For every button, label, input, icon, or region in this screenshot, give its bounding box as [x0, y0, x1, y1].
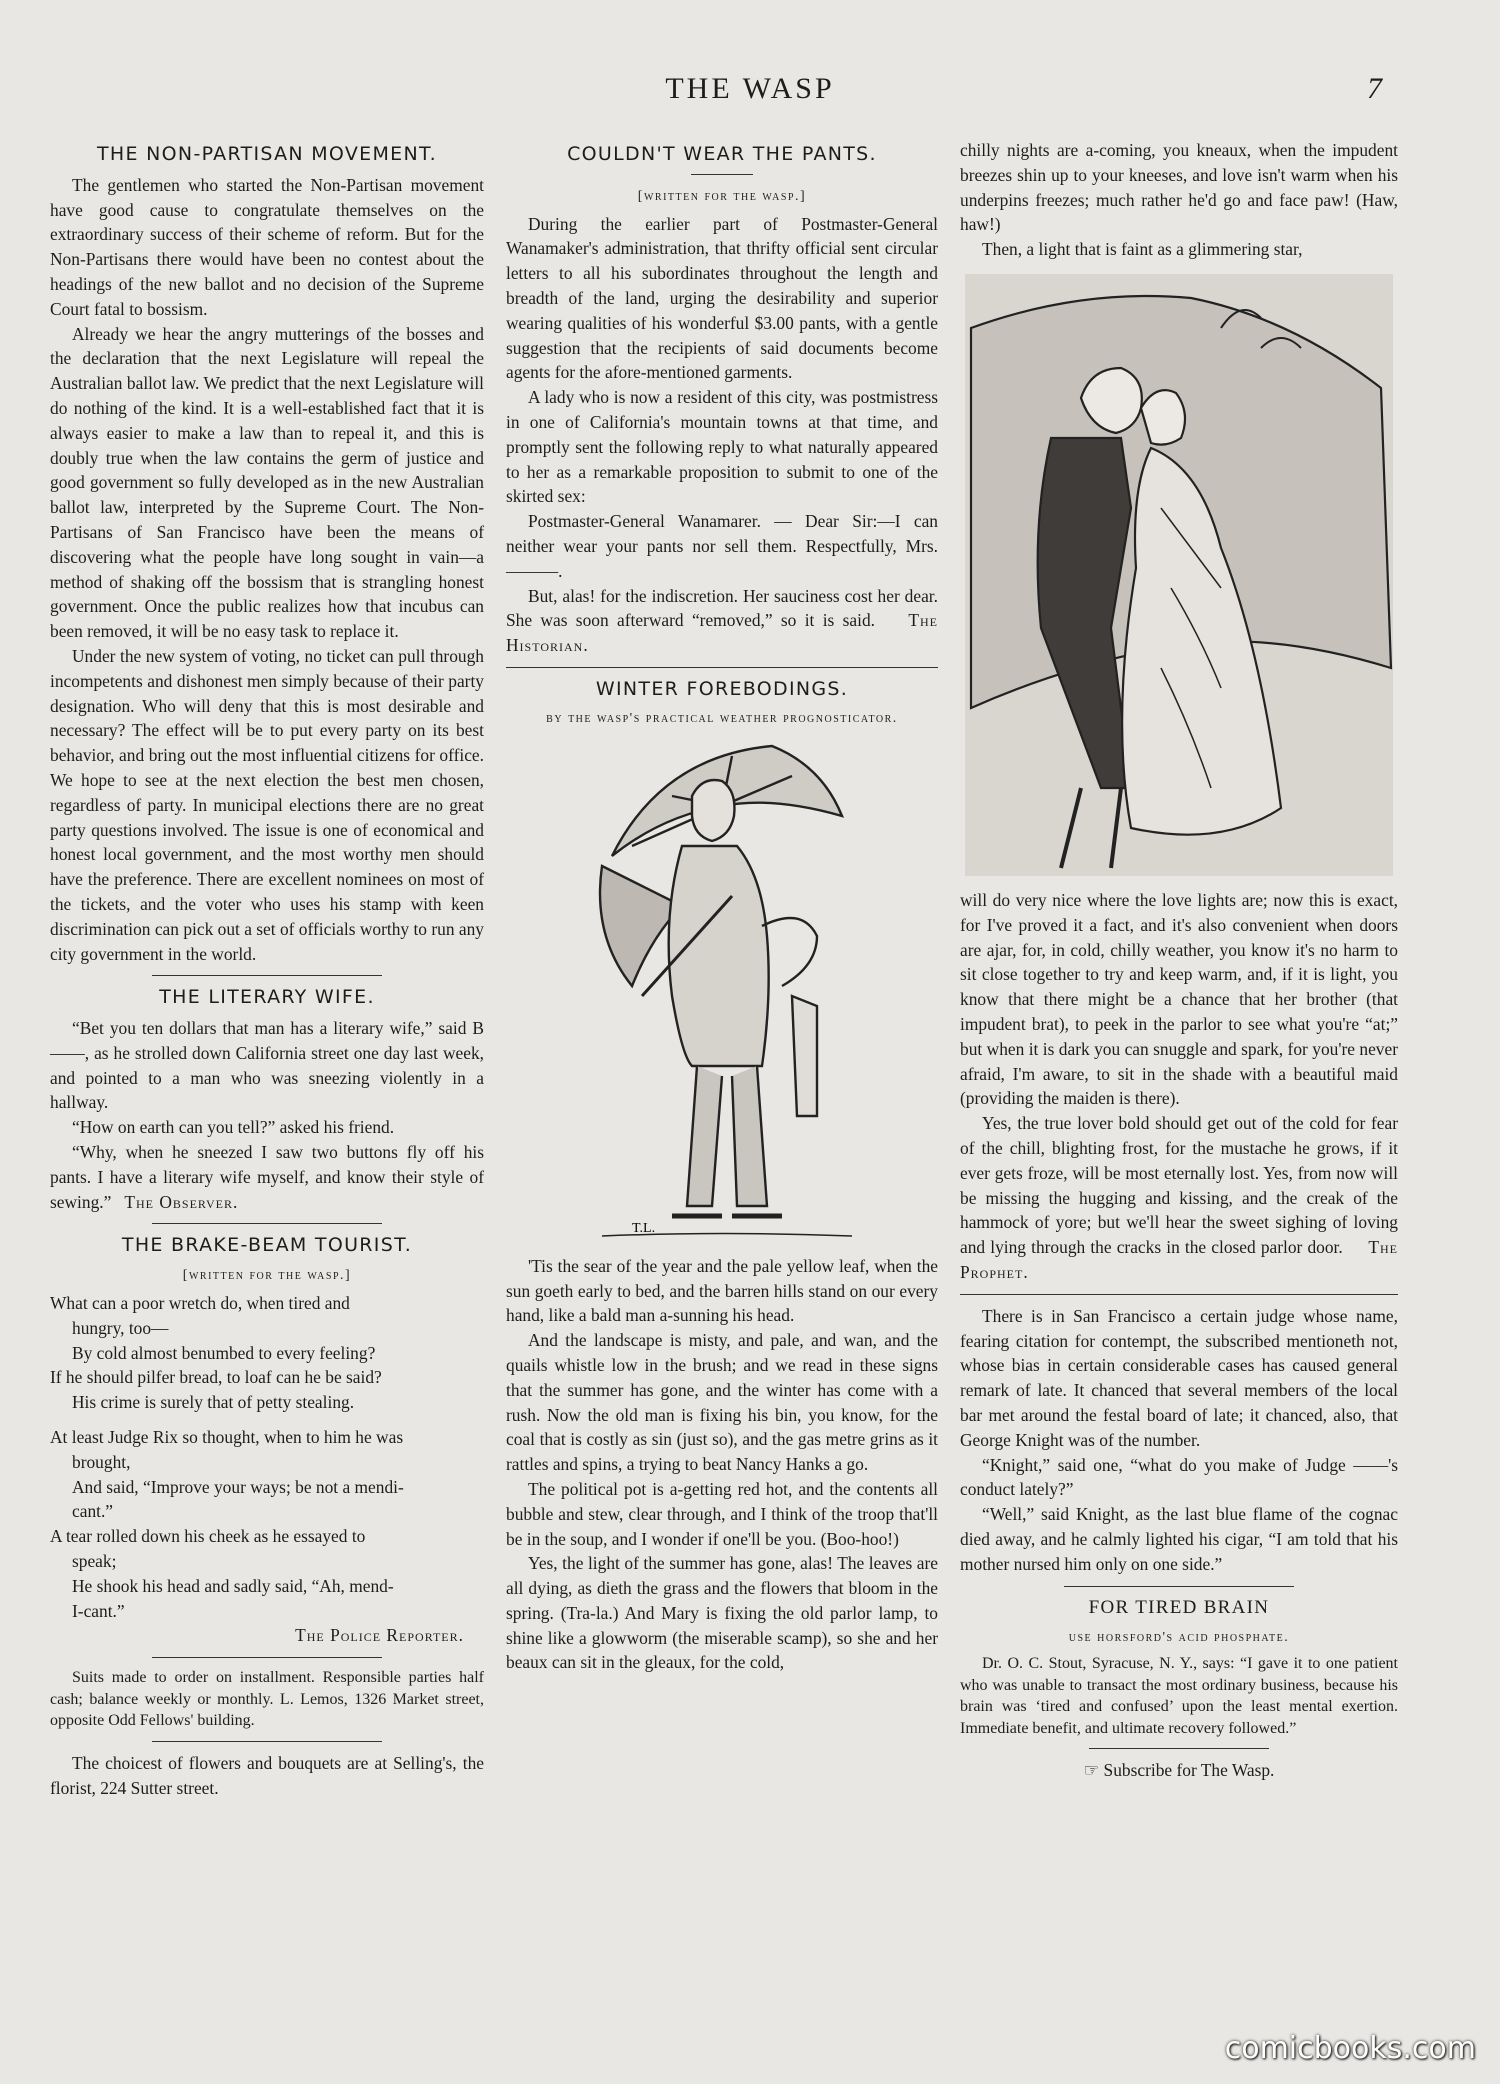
poem-line: At least Judge Rix so thought, when to him he was: [50, 1427, 404, 1448]
illustration-man-with-umbrella: [572, 736, 872, 1248]
poem-line: What can a poor wretch do, when tired and: [50, 1293, 350, 1314]
article-paragraph: A lady who is now a resident of this city, was postmistress in one of California's mountain towns at that time, and promptly sent the following reply to what naturally appeared to her as a remarkable proposition to submit to one of the skirted sex:: [506, 387, 938, 507]
advertisement-suits: Suits made to order on installment. Responsible parties half cash; balance weekly or monthly. L. Lemos, 1326 Market street, opposite Odd Fellows' building.: [50, 1669, 484, 1730]
column-left: [50, 138, 484, 1800]
poem-line: cant.”: [72, 1501, 114, 1522]
quote-text: “Why, when he sneezed I saw two buttons fly off his pants. I have a literary wife myself, and know their style of sewing.”: [50, 1142, 484, 1212]
article-title-winter: WINTER FOREBODINGS.: [595, 677, 849, 700]
section-divider: [506, 667, 938, 668]
article-paragraph: There is in San Francisco a certain judge whose name, fearing citation for contempt, the subscribed mentioneth not, whose bias in certain considerable cases has caused general remark of late. It chanced that several members of the local bar met around the festal board of late; it chanced, also, that George Knight was of the number.: [960, 1305, 1398, 1450]
article-paragraph: The political pot is a-getting red hot, and the contents all bubble and stew, clear through, and I think of the troop that'll be in the soup, and I wonder if one'll be you. (Boo-hoo!): [506, 1478, 938, 1549]
article-title-non-partisan: THE NON-PARTISAN MOVEMENT.: [97, 143, 437, 165]
article-title-pants: COULDN'T WEAR THE PANTS.: [567, 143, 877, 165]
watermark: comicbooks.com: [1224, 2031, 1476, 2066]
poem-line: hungry, too—: [72, 1317, 169, 1338]
page-number: 7: [1367, 72, 1382, 105]
poem-line: If he should pilfer bread, to loaf can he be said?: [50, 1367, 382, 1388]
article-title-literary-wife: THE LITERARY WIFE.: [159, 986, 375, 1009]
paragraph-text: Yes, the true lover bold should get out of the cold for fear of the chill, blighting frost, for the mustache he grows, if it ever gets froze, will be most eternally lost. Yes, from now will be missing the hugging and kissing, and the creak of the hammock of yore; but we'll hear the sweet sighing of loving and lying through the cracks in the closed parlor door.: [960, 1113, 1398, 1258]
article-subtitle: [written for the wasp.]: [182, 1268, 352, 1284]
article-paragraph: chilly nights are a-coming, you kneaux, when the impudent breezes shin up to your kneeses, and love isn't warm when his underpins freezes; much rather he'd go and face paw! (Haw, haw!): [960, 140, 1398, 235]
article-paragraph: Yes, the light of the summer has gone, alas! The leaves are all dying, as dieth the grass and the flowers that bloom in the spring. (Tra-la.) And Mary is fixing the old parlor lamp, to shine like a glowworm (the miserable scamp), so she and her beaux can sit in the gleaux, for the cold,: [506, 1553, 938, 1673]
article-paragraph: The gentlemen who started the Non-Partisan movement have good cause to congratulate themselves on the extraordinary success of their scheme of reform. But for the Non-Partisans there would have been no contest about the headings of the new ballot and no decision of the Supreme Court fatal to bossism.: [50, 174, 484, 319]
article-paragraph: “Bet you ten dollars that man has a literary wife,” said B ——, as he strolled down California street one day last week, and pointed to a man who was sneezing violently in a hallway.: [50, 1018, 484, 1113]
article-paragraph: 'Tis the sear of the year and the pale yellow leaf, when the sun goeth early to bed, and the barren hills stand on our every hand, like a bald man a-sunning his head.: [506, 1255, 938, 1326]
article-paragraph: Then, a light that is faint as a glimmering star,: [982, 239, 1303, 260]
poem-line: brought,: [72, 1451, 131, 1472]
article-paragraph: And the landscape is misty, and pale, and wan, and the quails whistle low in the brush; and we read in these signs that the summer has gone, and the winter has come with a rush. Now the old man is fixing his bin, you know, for the coal that is costly as sin (just so), and the gas metre grins as it rattles and spins, a trying to beat Nancy Hanks a go.: [506, 1330, 938, 1475]
article-title-brake-beam: THE BRAKE-BEAM TOURIST.: [121, 1234, 413, 1257]
section-divider: [1089, 1748, 1269, 1749]
title-dash: [691, 174, 753, 175]
article-paragraph: “Knight,” said one, “what do you make of Judge ——'s conduct lately?”: [960, 1454, 1398, 1500]
section-divider: [1064, 1586, 1294, 1587]
poem-line: He shook his head and sadly said, “Ah, mend-: [72, 1575, 394, 1596]
subscribe-text: Subscribe for The Wasp.: [1103, 1760, 1275, 1781]
article-subtitle: [written for the wasp.]: [637, 188, 807, 204]
poem-line: His crime is surely that of petty stealing.: [72, 1392, 355, 1413]
article-paragraph: During the earlier part of Postmaster-General Wanamaker's administration, that thrifty official sent circular letters to all his subordinates throughout the length and breadth of the land, urging the desirability and superior wearing qualities of his wonderful $3.00 pants, with a gentle suggestion that the recipients of said documents become agents for the afore-mentioned garments.: [506, 213, 938, 383]
letter-text: Postmaster-General Wanamarer. — Dear Sir:—I can neither wear your pants nor sell them. Respectfully, Mrs. ———.: [506, 511, 938, 581]
poem: [50, 1291, 484, 1623]
advertisement-flowers: The choicest of flowers and bouquets are at Selling's, the florist, 224 Sutter street.: [50, 1752, 484, 1798]
section-divider: [152, 975, 382, 976]
byline-wrap: [50, 1623, 484, 1648]
article-paragraph: will do very nice where the love lights are; now this is exact, for I've proved it a fact, and it's also convenient when doors are ajar, for, in cold, chilly weather, you know it's no harm to sit close together to try and keep warm, and, if it is light, you know that there might be a chance that her brother (that impudent brat), to peek in the parlor to see what you're “at;” but when it is dark you can snuggle and spark, for you're never afraid, I'm aware, to sit in the shade with a beautiful maid (providing the maiden is there).: [960, 889, 1398, 1109]
article-paragraph: Under the new system of voting, no ticket can pull through incompetents and dishonest men simply because of their party designation. Who will deny that this is most desirable and necessary? The effect will be to put every party on its best behavior, and bring out the most influential citizens for office. We hope to see at the next election the best men chosen, regardless of party. In municipal elections there are no great party questions involved. The issue is one of economical and honest local government, and the most worthy men should have the preference. There are excellent nominees on most of the tickets, and the voter who uses his stamp with keen discrimination can pick out a set of officials worthy to run any city government in the world.: [50, 645, 484, 964]
byline: The Historian.: [506, 610, 938, 656]
pointing-hand-icon: ☞: [1083, 1760, 1100, 1781]
poem-line: And said, “Improve your ways; be not a mendi-: [72, 1476, 404, 1497]
poem-line: A tear rolled down his cheek as he essayed to: [50, 1526, 366, 1547]
masthead-title: THE WASP: [665, 72, 835, 105]
article-paragraph: “Well,” said Knight, as the last blue flame of the cognac died away, and he calmly lighted his cigar, “I am told that his mother nursed him only on one side.”: [960, 1504, 1398, 1574]
section-divider: [152, 1657, 382, 1658]
illustration-signature: T.L.: [632, 1220, 656, 1236]
byline: The Prophet.: [960, 1237, 1398, 1282]
byline: The Observer.: [124, 1191, 239, 1212]
article-subtitle: by the wasp's practical weather prognosticator.: [546, 710, 898, 726]
subscribe-line: [960, 1758, 1398, 1783]
poem-line: [50, 1415, 484, 1425]
poem-line: I-cant.”: [72, 1600, 125, 1621]
section-divider: [152, 1223, 382, 1224]
illustration-courting-couple: [961, 268, 1397, 882]
article-paragraph: [960, 1111, 1398, 1285]
ad-testimonial: Dr. O. C. Stout, Syracuse, N. Y., says: “I gave it to one patient who was unable to transact the most ordinary business, because his brain was ‘tired and confused’ upon the least mental exertion. Immediate benefit, and ultimate recovery followed.”: [960, 1655, 1398, 1737]
article-paragraph: Already we hear the angry mutterings of the bosses and the declaration that the next Legislature will repeal the Australian ballot law. We predict that the next Legislature will do nothing of the kind. It is a well-established fact that it is always easier to make a law than to repeal it, and this is doubly true when the law contains the germ of justice and good government so fully developed as in the new Australian ballot law, interpreted by the Supreme Court. The Non-Partisans of San Francisco have been the means of discovering what the people have long sought in vain—a method of shaking off the bossism that is strangling honest government. Once the public realizes how that incubus can been removed, it will be no easy task to replace it.: [50, 323, 484, 642]
article-paragraph: “How on earth can you tell?” asked his friend.: [72, 1117, 395, 1138]
column-right: [960, 138, 1398, 1783]
section-divider: [960, 1294, 1398, 1295]
ad-title-tired-brain: FOR TIRED BRAIN: [1088, 1596, 1270, 1618]
byline: The Police Reporter.: [295, 1625, 464, 1646]
ad-subtitle: use horsford's acid phosphate.: [1068, 1630, 1290, 1646]
paragraph-text: But, alas! for the indiscretion. Her sauciness cost her dear. She was soon afterward “removed,” so it is said.: [506, 585, 938, 631]
poem-line: By cold almost benumbed to every feeling?: [72, 1342, 376, 1363]
article-paragraph: [506, 584, 938, 658]
section-divider: [152, 1741, 382, 1742]
column-middle: [506, 138, 938, 1675]
poem-line: speak;: [72, 1551, 117, 1572]
article-paragraph: [50, 1140, 484, 1214]
